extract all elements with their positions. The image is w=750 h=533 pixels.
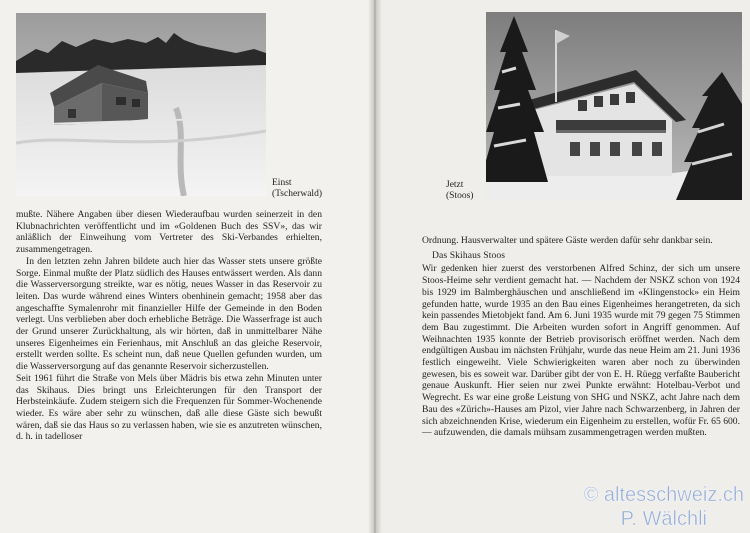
watermark-line: © altesschweiz.ch <box>583 484 744 506</box>
left-body-text <box>16 209 322 443</box>
caption-line: Einst <box>272 178 292 188</box>
photo-einst-tscherwald <box>16 13 266 196</box>
left-page <box>0 0 374 533</box>
paragraph: Seit 1961 führt die Straße von Mels über Mädris bis etwa zehn Minuten unter das Skihaus. Dies bringt uns Erleichterungen für den Transport der Herbsteinkäufe. Zudem steigern sich die Frequenzen für Sommer-Wochenende wieder. Es wäre aber sehr zu wünschen, daß alle diese Gäste sich bewußt wären, daß sie das Haus so zu verlassen haben, wie sie es anzutreten wünschen, d. h. in tadelloser <box>16 372 322 443</box>
watermark-line: P. Wälchli <box>620 508 707 530</box>
photo-caption-left <box>272 178 322 200</box>
caption-line: Jetzt <box>446 180 464 190</box>
paragraph: Wir gedenken hier zuerst des verstorbenen Alfred Schinz, der sich um unsere Stoos-Heime sehr verdient gemacht hat. — Nachdem der NSKZ schon von 1924 bis 1929 im Balmberghäuschen und anschließend im «Klingenstock» ein Heim gefunden hatte, wurde 1935 an den Bau eines Eigenheimes herangetreten, da sich kein passendes Mietobjekt fand. Am 6. Juni 1935 wurde mit 79 gegen 75 Stimmen dem Bau zugestimmt. Die Arbeiten wurden sofort in Angriff genommen. Auf Weihnachten 1935 konnte der Betrieb provisorisch eröffnet werden. Nach dem endgültigen Ausbau im nächsten Frühjahr, wurde das neue Heim am 21. Juni 1936 festlich eingeweiht. Viele Schwierigkeiten waren aber noch zu überwinden gewesen, bis es soweit war. Darüber gibt der von E. H. Rüegg verfaßte Baubericht genaue Auskunft. Hier seien nur zwei Punkte erwähnt: Hotelbau-Verbot und Wegrecht. Es war eine große Leistung von SHG und NSKZ, acht Jahre nach dem Bau des «Zürich»-Hauses am Pizol, vier Jahre nach Schwarzenberg, in Jahren der sich abzeichnenden Krise, wiederum ein Eigenheim zu erstellen, wofür Fr. 65 600.— aufzuwenden, die damals mühsam zusammengetragen werden mußten. <box>422 263 740 439</box>
photo-caption-right <box>446 180 473 202</box>
right-body-text <box>422 235 740 439</box>
section-heading: Das Skihaus Stoos <box>432 249 506 261</box>
caption-line: (Stoos) <box>446 191 474 201</box>
caption-line: (Tscherwald) <box>272 189 322 199</box>
photo-jetzt-stoos <box>486 12 742 200</box>
book-gutter <box>368 0 382 533</box>
paragraph: mußte. Nähere Angaben über diesen Wiederaufbau wurden seinerzeit in den Klubnachrichten veröffentlicht und im «Goldenen Buch des SSV», das wir anläßlich der Einweihung vom Vertreter des Ski-Verbandes erhielten, zusammengetragen. <box>16 209 322 256</box>
watermark <box>584 483 744 531</box>
paragraph: In den letzten zehn Jahren bildete auch hier das Wasser stets unsere größte Sorge. Einmal mußte der Platz südlich des Hauses entwässert werden. Als dann die Wasserversorgung streikte, war es nötig, neues Wasser in das Reservoir zu leiten. Das wurde während eines Winters obenhinein gemacht; 1958 aber das angeschaffte Symalenrohr mit finanzieller Hilfe der Gemeinde in den Boden verlegt. Uns verblieben aber doch erhebliche Beträge. Die Wasserfrage ist auch der Grund unserer Zurückhaltung, als wir hörten, daß in unmittelbarer Nähe unseres Eigenheimes ein Ferienhaus, mit Anschluß an das gleiche Reservoir, erstellt werden sollte. Es scheint nun, daß neue Quellen gefunden wurden, um die Wasserversorgung auf das genannte Reservoir sicherzustellen. <box>16 255 322 373</box>
right-page <box>376 0 750 533</box>
paragraph: Ordnung. Hausverwalter und spätere Gäste werden dafür sehr dankbar sein. <box>422 235 713 246</box>
